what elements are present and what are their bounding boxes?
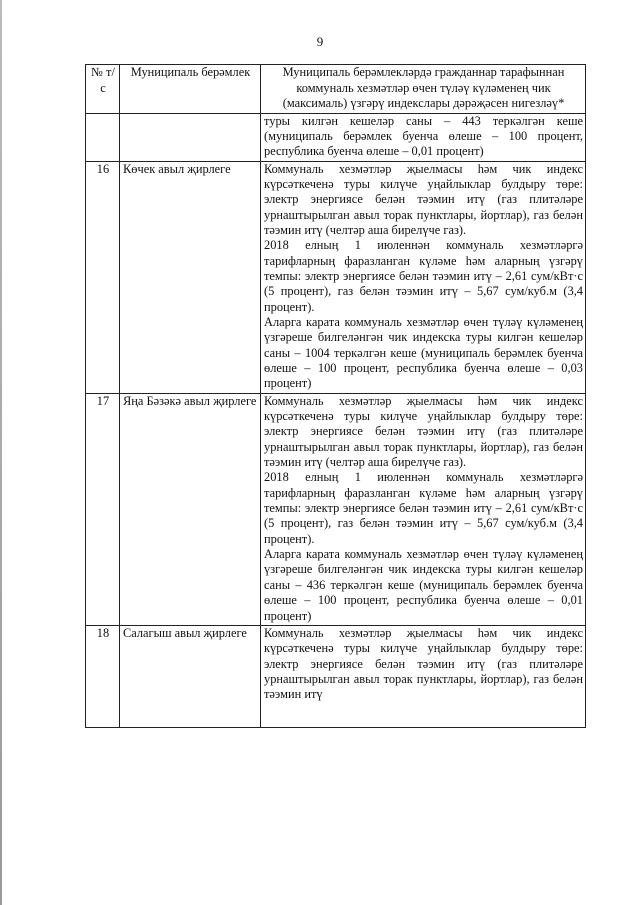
row-description	[261, 393, 586, 625]
row-number: 17	[86, 393, 120, 625]
row-number: 16	[86, 161, 120, 393]
row-paragraph: Аларга карата коммуналь хезмәтләр өчен түләү күләменең үзгәреше билгеләнгән чик индекска туры килгән кешеләр саны – 436 теркәлгән кеше (муниципаль берәмлек буенча өлеше – 100 процент, республика буенча өлеше – 0,01 процент)	[264, 547, 583, 623]
row-paragraph: туры килгән кешеләр саны – 443 теркәлгән кеше (муниципаль берәмлек буенча өлеше – 100 процент, республика буенча өлеше – 0,01 процент)	[264, 113, 583, 159]
row-description	[261, 113, 586, 161]
header-municipality: Муниципаль берәмлек	[120, 65, 261, 114]
row-municipality: Яңа Бәзәкә авыл җирлеге	[120, 393, 261, 625]
row-municipality: Көчек авыл җирлеге	[120, 161, 261, 393]
row-number: 18	[86, 625, 120, 727]
page-number: 9	[316, 34, 324, 49]
row-paragraph: 2018 елның 1 июленнән коммуналь хезмәтләргә тарифларның фаразланган күләме һәм аларның үзгәрү темпы: электр энергиясе белән тәэмин итү – 2,61 сум/кВт·с (5 процент), газ белән тәэмин итү – 5,67 сум/куб.м (3,4 процент).	[264, 238, 583, 314]
row-description	[261, 625, 586, 727]
row-description	[261, 161, 586, 393]
row-paragraph: Коммуналь хезмәтләр җыелмасы һәм чик индекс күрсәткеченә туры килүче уңайлыклар булдыру төре: электр энергиясе белән тәэмин итү (газ плитәләре урнаштырылган авыл торак пунктлары, йортлар), газ белән тәэмин итү	[264, 625, 583, 702]
municipalities-table	[85, 64, 586, 728]
header-index: Муниципаль берәмлекләрдә гражданнар тарафыннан коммуналь хезмәтләр өчен түләү күләменең чик (максималь) үзгәрү индекслары дәрәҗәсен нигезләү*	[261, 65, 586, 114]
header-number: № т/с	[86, 65, 120, 114]
table-row-continued	[86, 113, 586, 161]
table-row-16	[86, 161, 586, 393]
row-municipality	[120, 113, 261, 161]
row-paragraph: Коммуналь хезмәтләр җыелмасы һәм чик индекс күрсәткеченә туры килүче уңайлыклар булдыру төре: электр энергиясе белән тәэмин итү (газ плитәләре урнаштырылган авыл торак пунктлары, йортлар), газ белән тәэмин итү (челтәр аша бирелүче газ).	[264, 393, 583, 470]
row-paragraph: 2018 елның 1 июленнән коммуналь хезмәтләргә тарифларның фаразланган күләме һәм аларның үзгәрү темпы: электр энергиясе белән тәэмин итү – 2,61 сум/кВт·с (5 процент), газ белән тәэмин итү – 5,67 сум/куб.м (3,4 процент).	[264, 470, 583, 546]
row-paragraph: Аларга карата коммуналь хезмәтләр өчен түләү күләменең үзгәреше билгеләнгән чик индекска туры килгән кешеләр саны – 1004 теркәлгән кеше (муниципаль берәмлек буенча өлеше – 100 процент, республика буенча өлеше – 0,03 процент)	[264, 314, 583, 391]
row-municipality: Салагыш авыл җирлеге	[120, 625, 261, 727]
scan-edge	[0, 0, 2, 905]
table-row-18	[86, 625, 586, 727]
table-row-17	[86, 393, 586, 625]
table-header-row	[86, 65, 586, 114]
row-number	[86, 113, 120, 161]
row-paragraph: Коммуналь хезмәтләр җыелмасы һәм чик индекс күрсәткеченә туры килүче уңайлыклар булдыру төре: электр энергиясе белән тәэмин итү (газ плитәләре урнаштырылган авыл торак пунктлары, йортлар), газ белән тәэмин итү (челтәр аша бирелүче газ).	[264, 161, 583, 237]
